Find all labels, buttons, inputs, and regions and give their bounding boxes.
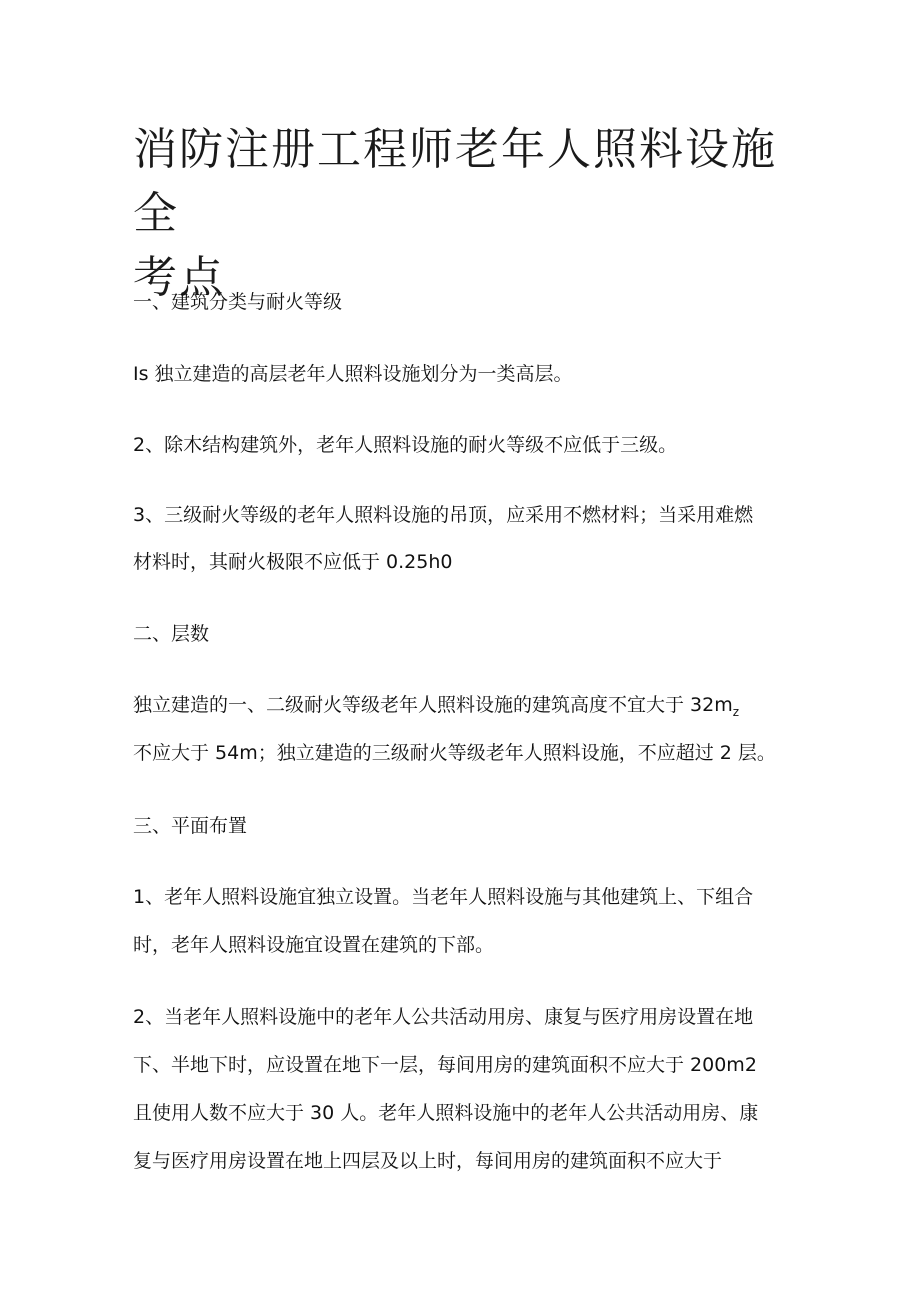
section-2-para-line-1 xyxy=(133,693,739,724)
section-3-item-2-line-4: 复与医疗用房设置在地上四层及以上时，每间用房的建筑面积不应大于 xyxy=(133,1150,723,1172)
section-2-para-line-1-text: 独立建造的一、二级耐火等级老年人照料设施的建筑高度不宜大于 32m xyxy=(133,694,733,716)
section-2-para-line-2: 不应大于 54m；独立建造的三级耐火等级老年人照料设施，不应超过 2 层。 xyxy=(133,742,776,764)
section-3-item-1-line-1: 1、老年人照料设施宜独立设置。当老年人照料设施与其他建筑上、下组合 xyxy=(133,886,754,908)
section-1-item-1: Is 独立建造的高层老年人照料设施划分为一类高层。 xyxy=(133,363,573,385)
section-1-heading: 一、建筑分类与耐火等级 xyxy=(133,291,343,313)
section-3-item-2-line-2: 下、半地下时，应设置在地下一层，每间用房的建筑面积不应大于 200m2 xyxy=(133,1054,757,1076)
section-3-item-1-line-2: 时，老年人照料设施宜设置在建筑的下部。 xyxy=(133,934,495,956)
document-title xyxy=(133,118,813,310)
section-3-item-2-line-1: 2、当老年人照料设施中的老年人公共活动用房、康复与医疗用房设置在地 xyxy=(133,1006,754,1028)
section-3-item-2-line-3: 且使用人数不应大于 30 人。老年人照料设施中的老年人公共活动用房、康 xyxy=(133,1102,759,1124)
section-1-item-2: 2、除木结构建筑外，老年人照料设施的耐火等级不应低于三级。 xyxy=(133,434,678,456)
section-2-heading: 二、层数 xyxy=(133,623,210,645)
section-1-item-3-line-1: 3、三级耐火等级的老年人照料设施的吊顶，应采用不燃材料；当采用难燃 xyxy=(133,504,754,526)
section-2-para-line-1-subscript: z xyxy=(732,705,740,719)
section-1-item-3-line-2: 材料时，其耐火极限不应低于 0.25h0 xyxy=(133,551,453,573)
title-line-2: 考点 xyxy=(133,252,225,303)
title-line-1: 消防注册工程师老年人照料设施全 xyxy=(133,124,777,239)
section-3-heading: 三、平面布置 xyxy=(133,815,248,837)
